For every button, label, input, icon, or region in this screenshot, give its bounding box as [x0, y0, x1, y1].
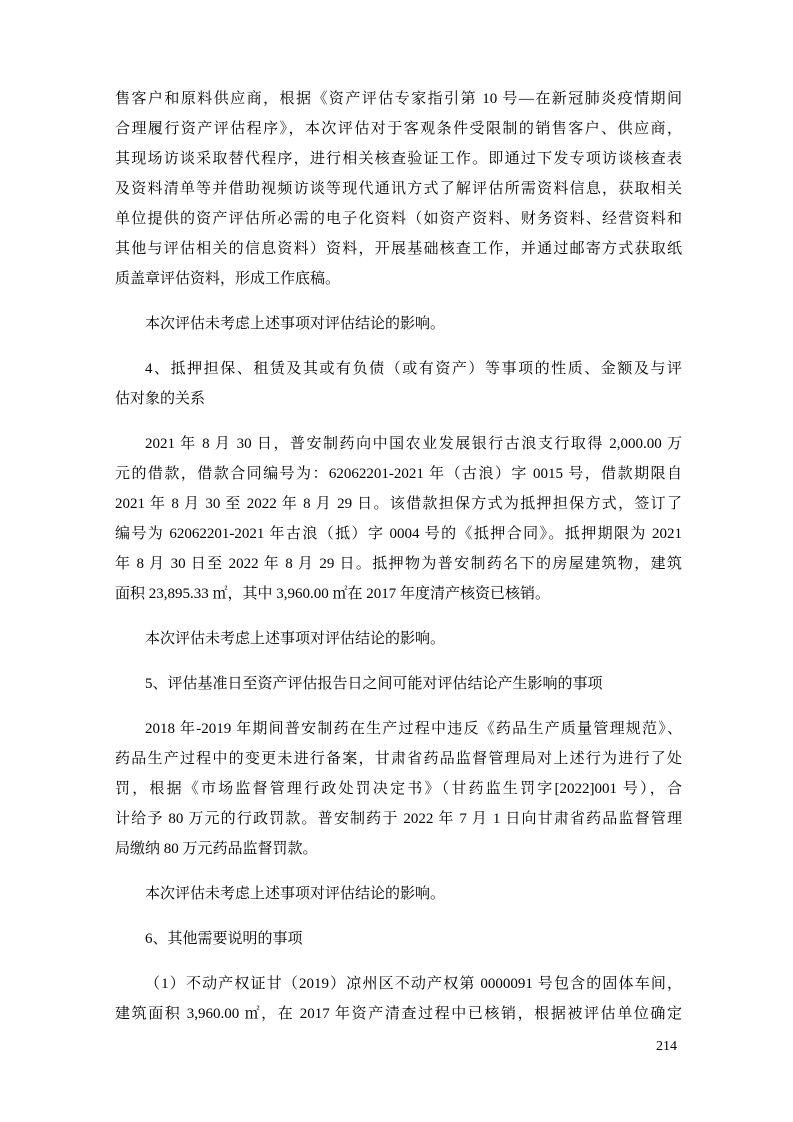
page-number: 214: [656, 1039, 677, 1054]
text-line: 本次评估未考虑上述事项对评估结论的影响。: [145, 631, 446, 647]
section-heading-5: [115, 669, 682, 699]
text-line: 本次评估未考虑上述事项对评估结论的影响。: [145, 886, 446, 902]
text-line: 本次评估未考虑上述事项对评估结论的影响。: [145, 316, 446, 332]
text-line: 2021 年 8 月 30 日，普安制药向中国农业发展银行古浪支行取得 2,000.00 万: [145, 436, 682, 452]
text-line: 单位提供的资产评估所必需的电子化资料（如资产资料、财务资料、经营资料和: [115, 211, 682, 227]
paragraph-penalty: [115, 714, 682, 864]
document-content: [115, 84, 682, 1044]
paragraph-no-impact-1: [115, 309, 682, 339]
text-line: 其他与评估相关的信息资料）资料，开展基础核查工作，并通过邮寄方式获取纸: [115, 241, 682, 257]
text-line: 估对象的关系: [115, 391, 206, 407]
text-line: 年 8 月 30 日至 2022 年 8 月 29 日。抵押物为普安制药名下的房屋建筑物，建筑: [115, 556, 682, 572]
paragraph-no-impact-3: [115, 879, 682, 909]
text-line: 建筑面积 3,960.00 ㎡，在 2017 年资产清查过程中已核销，根据被评估单位确定: [115, 1006, 682, 1022]
text-line: 面积 23,895.33 ㎡，其中 3,960.00 ㎡在 2017 年度清产核资已核销。: [115, 586, 551, 602]
text-line: 编号为 62062201-2021 年古浪（抵）字 0004 号的《抵押合同》。抵押期限为 2021: [115, 526, 682, 542]
section-heading-6: [115, 924, 682, 954]
text-line: 质盖章评估资料，形成工作底稿。: [115, 271, 341, 287]
text-line: 2018 年-2019 年期间普安制药在生产过程中违反《药品生产质量管理规范》、: [145, 721, 682, 737]
text-line: 计给予 80 万元的行政罚款。普安制药于 2022 年 7 月 1 日向甘肃省药品监督管理: [115, 811, 682, 827]
paragraph-continuation: [115, 84, 682, 294]
section-heading-4: [115, 354, 682, 414]
text-line: 2021 年 8 月 30 至 2022 年 8 月 29 日。该借款担保方式为抵押担保方式，签订了: [115, 496, 682, 512]
text-line: 售客户和原料供应商，根据《资产评估专家指引第 10 号—在新冠肺炎疫情期间: [115, 91, 682, 107]
text-line: 元的借款，借款合同编号为：62062201-2021 年（古浪）字 0015 号，借款期限自: [115, 466, 682, 482]
paragraph-no-impact-2: [115, 624, 682, 654]
text-line: 6、其他需要说明的事项: [145, 931, 303, 947]
paragraph-property-certificate: [115, 969, 682, 1029]
text-line: （1）不动产权证甘（2019）凉州区不动产权第 0000091 号包含的固体车间，: [145, 976, 682, 992]
text-line: 药品生产过程中的变更未进行备案，甘肃省药品监督管理局对上述行为进行了处: [115, 751, 682, 767]
text-line: 5、评估基准日至资产评估报告日之间可能对评估结论产生影响的事项: [145, 676, 603, 692]
text-line: 罚，根据《市场监督管理行政处罚决定书》（甘药监生罚字[2022]001 号），合: [115, 781, 682, 797]
text-line: 局缴纳 80 万元药品监督罚款。: [115, 841, 318, 857]
text-line: 及资料清单等并借助视频访谈等现代通讯方式了解评估所需资料信息，获取相关: [115, 181, 682, 197]
text-line: 4、抵押担保、租赁及其或有负债（或有资产）等事项的性质、金额及与评: [145, 361, 682, 377]
text-line: 合理履行资产评估程序》，本次评估对于客观条件受限制的销售客户、供应商，: [115, 121, 682, 137]
paragraph-mortgage-loan: [115, 429, 682, 609]
text-line: 其现场访谈采取替代程序，进行相关核查验证工作。即通过下发专项访谈核查表: [115, 151, 682, 167]
